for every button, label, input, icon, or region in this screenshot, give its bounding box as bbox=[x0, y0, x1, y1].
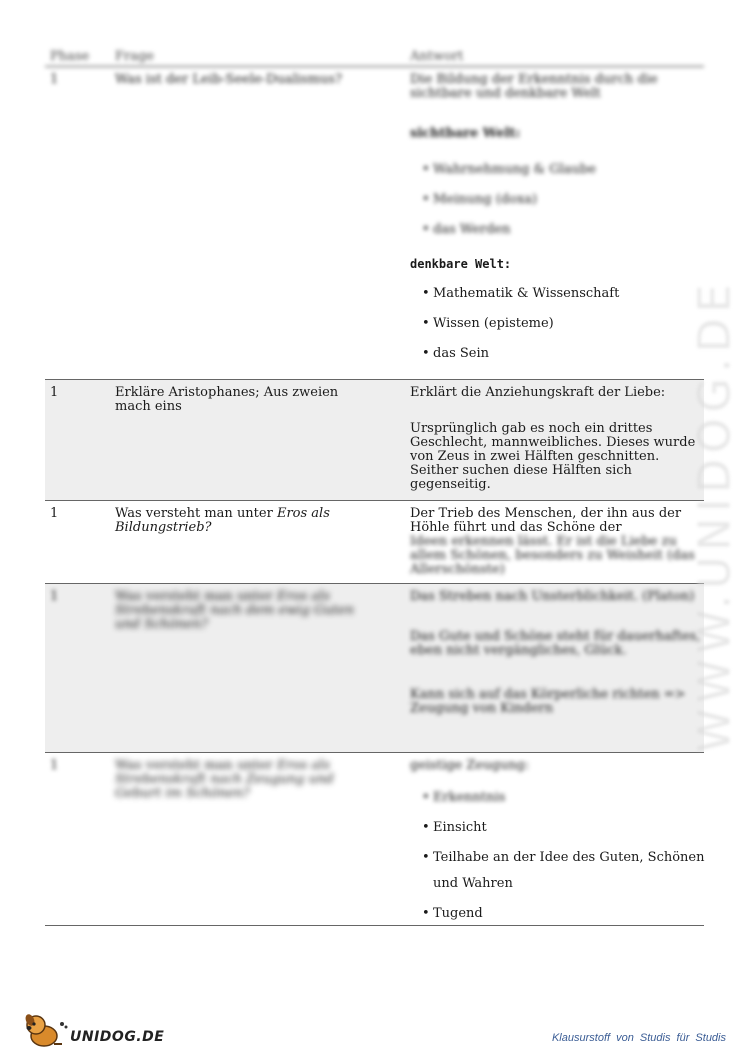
answer-heading: geistige Zeugung: bbox=[410, 758, 530, 773]
answer-heading: sichtbare Welt: bbox=[410, 126, 521, 141]
row-answer bbox=[410, 386, 705, 492]
row-answer bbox=[410, 759, 705, 927]
question-emphasis: Eros als Bildungstrieb? bbox=[115, 506, 330, 535]
list-item: • Meinung (doxa) bbox=[410, 185, 705, 215]
bullet-list bbox=[410, 279, 705, 369]
answer-heading: denkbare Welt: bbox=[410, 257, 512, 271]
row-question bbox=[115, 590, 375, 632]
list-item: • Wahrnehmung & Glaube bbox=[410, 155, 705, 185]
table-header bbox=[45, 44, 704, 67]
question-text: Was versteht man unter bbox=[115, 506, 277, 521]
watermark bbox=[689, 278, 741, 752]
answer-paragraph: Das Streben nach Unsterblichkeit. (Platon) bbox=[410, 589, 695, 604]
list-item: • Teilhabe an der Idee des Guten, Schönen und Wahren bbox=[410, 845, 705, 897]
table-row bbox=[45, 380, 704, 501]
answer-intro: Die Bildung der Erkenntnis durch die sichtbare und denkbare Welt bbox=[410, 72, 658, 101]
header-answer: Antwort bbox=[410, 49, 464, 64]
answer-paragraph: Der Trieb des Menschen, der ihn aus der Höhle führt und das Schöne der bbox=[410, 506, 682, 535]
qa-table bbox=[45, 44, 704, 926]
list-item: • das Werden bbox=[410, 215, 705, 245]
list-item: • Erkenntnis bbox=[410, 785, 705, 811]
list-item: • Mathematik & Wissenschaft bbox=[410, 279, 705, 309]
row-phase: 1 bbox=[50, 589, 59, 604]
question-emphasis: Eros als Strebenskraft nach dem ewig Guten und Schönen? bbox=[115, 589, 354, 632]
row-answer bbox=[410, 507, 705, 577]
question-text: Was versteht man unter bbox=[115, 589, 277, 604]
footer-tagline: Klausurstoff von Studis für Studis bbox=[551, 1032, 726, 1044]
row-answer bbox=[410, 590, 705, 716]
list-item: • Wissen (episteme) bbox=[410, 309, 705, 339]
answer-paragraph: Das Gute und Schöne steht für dauerhaftes, eben nicht vergängliches, Glück. bbox=[410, 629, 701, 658]
watermark-text: WWW.UNIDOG.DE bbox=[689, 278, 741, 752]
answer-paragraph: Erklärt die Anziehungskraft der Liebe: bbox=[410, 385, 666, 400]
row-phase: 1 bbox=[50, 72, 59, 87]
row-answer bbox=[410, 73, 705, 369]
table-row bbox=[45, 753, 704, 926]
row-question bbox=[115, 507, 375, 535]
list-item: • Einsicht bbox=[410, 815, 705, 841]
row-phase: 1 bbox=[50, 385, 59, 400]
header-phase: Phase bbox=[50, 49, 90, 64]
question-text: Was versteht man unter bbox=[115, 758, 277, 773]
bullet-list bbox=[410, 785, 705, 927]
bullet-list bbox=[410, 155, 705, 245]
table-row bbox=[45, 67, 704, 380]
list-item: • das Sein bbox=[410, 339, 705, 369]
dog-icon bbox=[22, 1010, 70, 1050]
row-phase: 1 bbox=[50, 758, 59, 773]
table-row bbox=[45, 501, 704, 584]
question-emphasis: Eros als Strebenskraft nach Zeugung und Geburt im Schönen? bbox=[115, 758, 334, 801]
answer-paragraph: Ideen erkennen lässt. Er ist die Liebe zu allem Schönen, besonders zu Weisheit (das Allerschönste) bbox=[410, 534, 695, 577]
answer-paragraph: Ursprünglich gab es noch ein drittes Geschlecht, mannweibliches. Dieses wurde von Zeus in zwei Hälften geschnitten. Seither suchen diese Hälften sich gegenseitig. bbox=[410, 421, 696, 492]
logo-text: UNIDOG.DE bbox=[70, 1029, 165, 1045]
row-question bbox=[115, 759, 375, 801]
row-question: Was ist der Leib-Seele-Dualismus? bbox=[115, 72, 342, 87]
unidog-logo[interactable] bbox=[22, 1010, 165, 1050]
list-item: • Tugend bbox=[410, 901, 705, 927]
table-row bbox=[45, 584, 704, 753]
row-phase: 1 bbox=[50, 506, 59, 521]
row-question: Erkläre Aristophanes; Aus zweien mach eins bbox=[115, 385, 339, 414]
answer-paragraph: Kann sich auf das Körperliche richten => Zeugung von Kindern bbox=[410, 687, 686, 716]
header-question: Frage bbox=[115, 49, 154, 64]
